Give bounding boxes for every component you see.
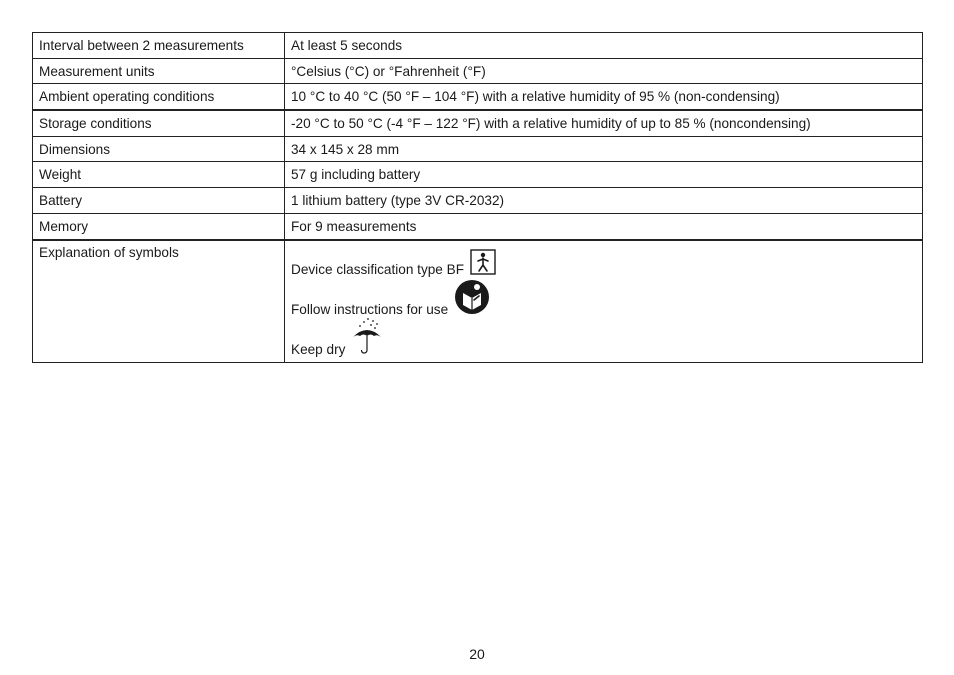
umbrella-icon: [351, 317, 383, 358]
spec-value-memory: For 9 measurements: [285, 213, 923, 239]
spec-value-battery: 1 lithium battery (type 3V CR-2032): [285, 188, 923, 214]
page-number: 20: [469, 646, 485, 662]
spec-label-dimensions: Dimensions: [33, 136, 285, 162]
symbol-line-keep-dry: [291, 317, 383, 358]
symbol-text-keep-dry: Keep dry: [291, 341, 346, 357]
spec-label-weight: Weight: [33, 162, 285, 188]
spec-label-operating: Ambient operating conditions: [33, 84, 285, 110]
spec-label-battery: Battery: [33, 188, 285, 214]
spec-label-units: Measurement units: [33, 58, 285, 84]
specifications-table: [32, 32, 923, 363]
spec-value-units: °Celsius (°C) or °Fahrenheit (°F): [285, 58, 923, 84]
spec-label-interval: Interval between 2 measurements: [33, 33, 285, 59]
spec-value-storage: -20 °C to 50 °C (-4 °F – 122 °F) with a relative humidity of up to 85 % (noncondensing): [285, 110, 923, 136]
table-row: [33, 213, 923, 239]
spec-label-memory: Memory: [33, 213, 285, 239]
symbols-cell: [285, 240, 923, 363]
symbol-text-type-bf: Device classification type BF: [291, 261, 465, 277]
table-row: [33, 136, 923, 162]
table-row: [33, 84, 923, 110]
table-row: [33, 188, 923, 214]
symbol-line-instructions: [291, 279, 490, 318]
spec-value-operating: 10 °C to 40 °C (50 °F – 104 °F) with a relative humidity of 95 % (non-condensing): [285, 84, 923, 110]
table-row: [33, 58, 923, 84]
type-bf-icon: [470, 249, 496, 278]
table-row: [33, 110, 923, 136]
spec-label-storage: Storage conditions: [33, 110, 285, 136]
symbol-text-instructions: Follow instructions for use: [291, 301, 449, 317]
spec-value-dimensions: 34 x 145 x 28 mm: [285, 136, 923, 162]
spec-value-interval: At least 5 seconds: [285, 33, 923, 59]
spec-value-weight: 57 g including battery: [285, 162, 923, 188]
symbol-line-type-bf: [291, 249, 496, 278]
table-row: [33, 162, 923, 188]
table-row: [33, 240, 923, 363]
symbols-label: Explanation of symbols: [33, 240, 285, 363]
instructions-icon: [454, 279, 490, 318]
table-row: [33, 33, 923, 59]
